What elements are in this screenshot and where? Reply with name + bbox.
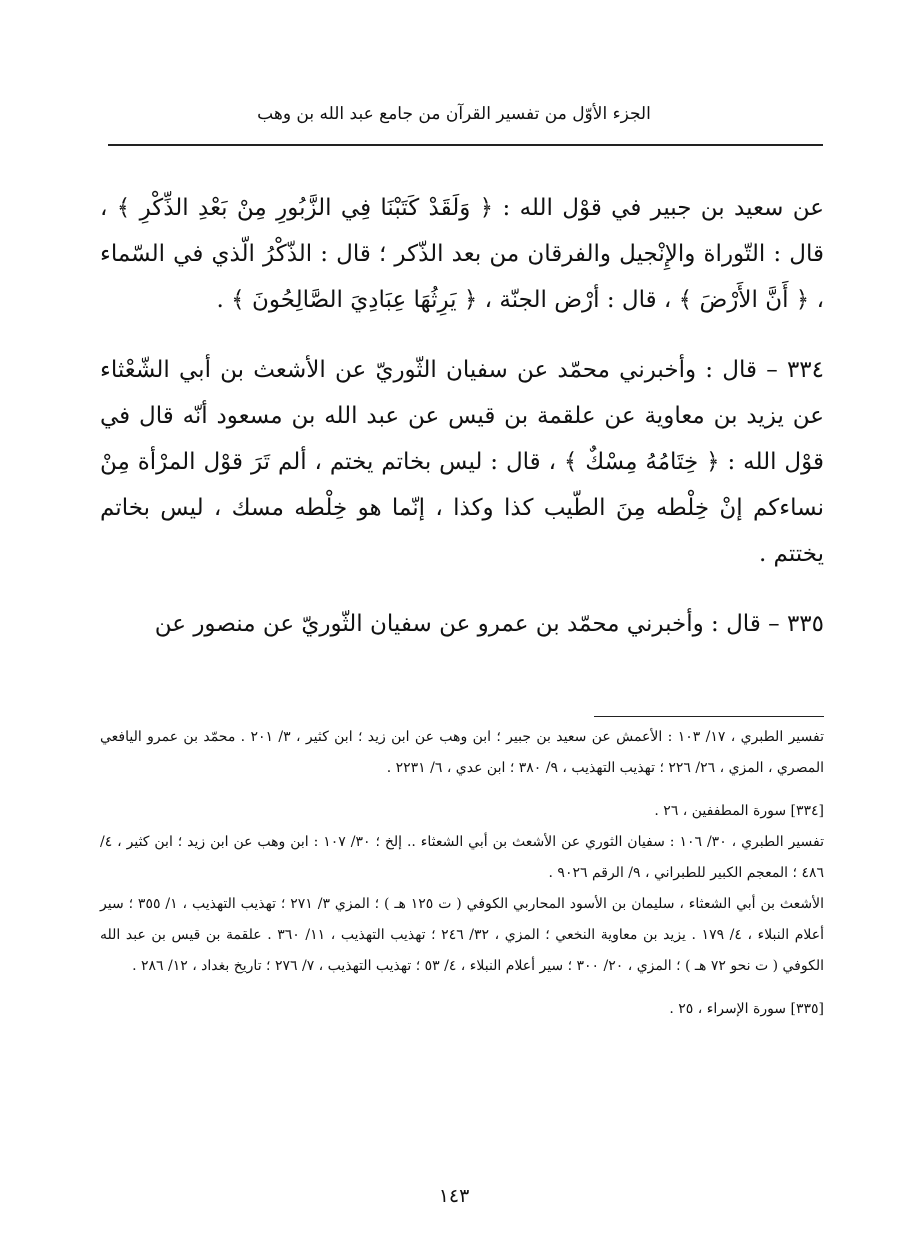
footnote-divider: [594, 716, 824, 717]
body-paragraph: ٣٣٥ – قال : وأخبرني محمّد بن عمرو عن سفيان الثّوريّ عن منصور عن: [154, 611, 824, 637]
main-text: [100, 185, 824, 647]
footnote: الأشعث بن أبي الشعثاء ، سليمان بن الأسود المحاربي الكوفي ( ت ١٢٥ هـ ) ؛ المزي ٣/ ٢٧١ ؛ تهذيب التهذيب ، ١/ ٣٥٥ ؛ سير أعلام النبلاء ، ٤/ ١٧٩ . يزيد بن معاوية النخعي ؛ المزي ، ٣٢/ ٢٤٦ ؛ تهذيب التهذيب ، ١١/ ٣٦٠ . علقمة بن قيس بن عبد الله الكوفي ( ت نحو ٧٢ هـ ) ؛ المزي ، ٢٠/ ٣٠٠ ؛ سير أعلام النبلاء ، ٤/ ٥٣ ؛ تهذيب التهذيب ، ٧/ ٢٧٦ ؛ تاريخ بغداد ، ١٢/ ٢٨٦ .: [100, 896, 825, 974]
header-divider: [108, 144, 823, 146]
page-number: ١٤٣: [438, 1185, 470, 1207]
body-paragraph: ٣٣٤ – قال : وأخبرني محمّد عن سفيان الثّوريّ عن الأشعث بن أبي الشّعْثاء عن يزيد بن معاوية عن علقمة بن قيس عن عبد الله بن مسعود أنّه قال في قوْل الله : ﴿ خِتَامُهُ مِسْكٌ ﴾ ، قال : ليس بخاتم يختم ، ألم تَرَ قوْل المرْأة مِنْ نساءكم إنْ خِلْطه مِنَ الطّيب كذا وكذا ، إنّما هو خِلْطه مسك ، ليس بخاتم يختتم .: [100, 357, 824, 567]
footnote: تفسير الطبري ، ٣٠/ ١٠٦ : سفيان الثوري عن الأشعث بن أبي الشعثاء .. إلخ ؛ ٣٠/ ١٠٧ : ابن وهب عن ابن زيد ؛ ابن كثير ، ٤/ ٤٨٦ ؛ المعجم الكبير للطبراني ، ٩/ الرقم ٩٠٢٦ .: [100, 834, 824, 881]
footnote: [٣٣٤] سورة المطففين ، ٢٦ .: [654, 803, 824, 819]
footnotes: [100, 722, 824, 1025]
body-paragraph: عن سعيد بن جبير في قوْل الله : ﴿ وَلَقَدْ كَتَبْنَا فِي الزَّبُورِ مِنْ بَعْدِ الذِّكْرِ ﴾ ، قال : التّوراة والإِنْجيل والفرقان من بعد الذّكر ؛ قال : الذّكْرُ الّذي في السّماء ، ﴿ أَنَّ الأَرْضَ ﴾ ، قال : أرْض الجنّة ، ﴿ يَرِثُهَا عِبَادِيَ الصَّالِحُونَ ﴾ .: [100, 195, 824, 313]
running-header: الجزء الأوّل من تفسير القرآن من جامع عبد الله بن وهب: [257, 104, 651, 124]
footnote: تفسير الطبري ، ١٧/ ١٠٣ : الأعمش عن سعيد بن جبير ؛ ابن وهب عن ابن زيد ؛ ابن كثير ، ٣/ ٢٠١ . محمّد بن عمرو اليافعي المصري ، المزي ، ٢٦/ ٢٢٦ ؛ تهذيب التهذيب ، ٩/ ٣٨٠ ؛ ابن عدي ، ٦/ ٢٢٣١ .: [100, 729, 824, 776]
footnote: [٣٣٥] سورة الإسراء ، ٢٥ .: [669, 1001, 824, 1017]
